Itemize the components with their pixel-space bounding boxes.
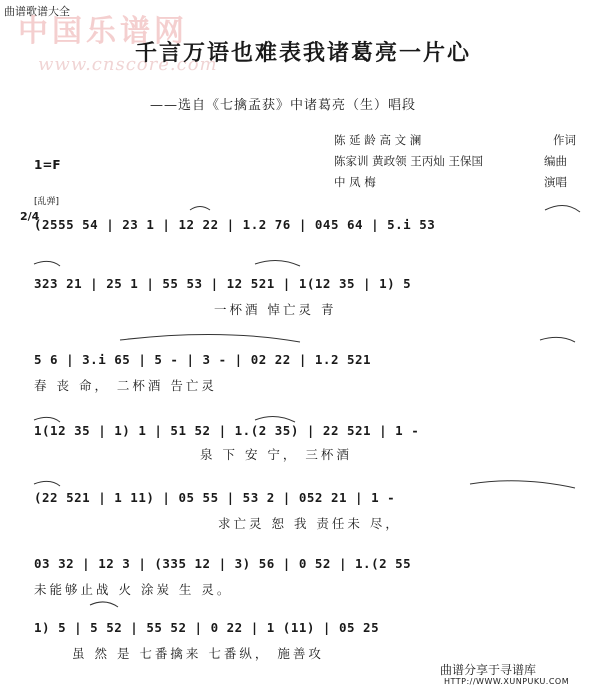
watermark-url: www.cnscore.com <box>38 54 218 75</box>
key-signature: 1=F <box>34 158 61 172</box>
composer-names: 陈家训 黄政领 王丙灿 王保国 <box>334 154 483 168</box>
lyricist-names: 陈 延 龄 高 文 澜 <box>334 133 422 147</box>
score-line: 1) 5 | 5 52 | 55 52 | 0 22 | 1 (11) | 05 25 <box>34 620 380 635</box>
site-label: 曲谱歌谱大全 <box>4 5 70 18</box>
time-signature: 2/4 <box>20 210 40 223</box>
score-line: (22 521 | 1 11) | 05 55 | 53 2 | 052 21 | 1 - <box>34 490 396 505</box>
footer-url: HTTP://WWW.XUNPUKU.COM <box>444 677 570 686</box>
score-line: 323 21 | 25 1 | 55 53 | 12 521 | 1(12 35 | 1) 5 <box>34 276 412 291</box>
lyric-line: 一杯酒 悼亡灵 青 <box>214 302 337 317</box>
lyricist-role: 作词 <box>553 133 576 147</box>
score-line: (2555 54 | 23 1 | 12 22 | 1.2 76 | 045 64 | 5.i 53 <box>34 217 436 232</box>
song-subtitle: ——选自《七擒孟获》中诸葛亮（生）唱段 <box>150 98 417 113</box>
score-line: 1(12 35 | 1) 1 | 51 52 | 1.(2 35) | 22 521 | 1 - <box>34 423 420 438</box>
lyric-line: 虽 然 是 七番擒来 七番纵， 施善攻 <box>72 646 324 661</box>
singer-names: 中 凤 梅 <box>334 175 376 189</box>
song-title: 千言万语也难表我诸葛亮一片心 <box>134 40 471 66</box>
singer-role: 演唱 <box>544 175 567 189</box>
score-line: 03 32 | 12 3 | (335 12 | 3) 56 | 0 52 | 1.(2 55 <box>34 556 412 571</box>
footer-text: 曲谱分享于寻谱库 <box>440 663 537 677</box>
lyric-line: 未能够止战 火 涂炭 生 灵。 <box>34 582 233 597</box>
lyric-line: 春 丧 命， 二杯酒 告亡灵 <box>34 378 217 393</box>
watermark-logo: 中国乐谱网 <box>18 14 188 49</box>
composer-role: 编曲 <box>544 154 567 168</box>
score-line: 5 6 | 3.i 65 | 5 - | 3 - | 02 22 | 1.2 521 <box>34 352 372 367</box>
lyric-line: 泉 下 安 宁， 三杯酒 <box>200 447 352 462</box>
lyric-line: 求亡灵 恕 我 责任未 尽， <box>218 516 401 531</box>
tempo-mark: [乱弹] <box>34 197 60 207</box>
